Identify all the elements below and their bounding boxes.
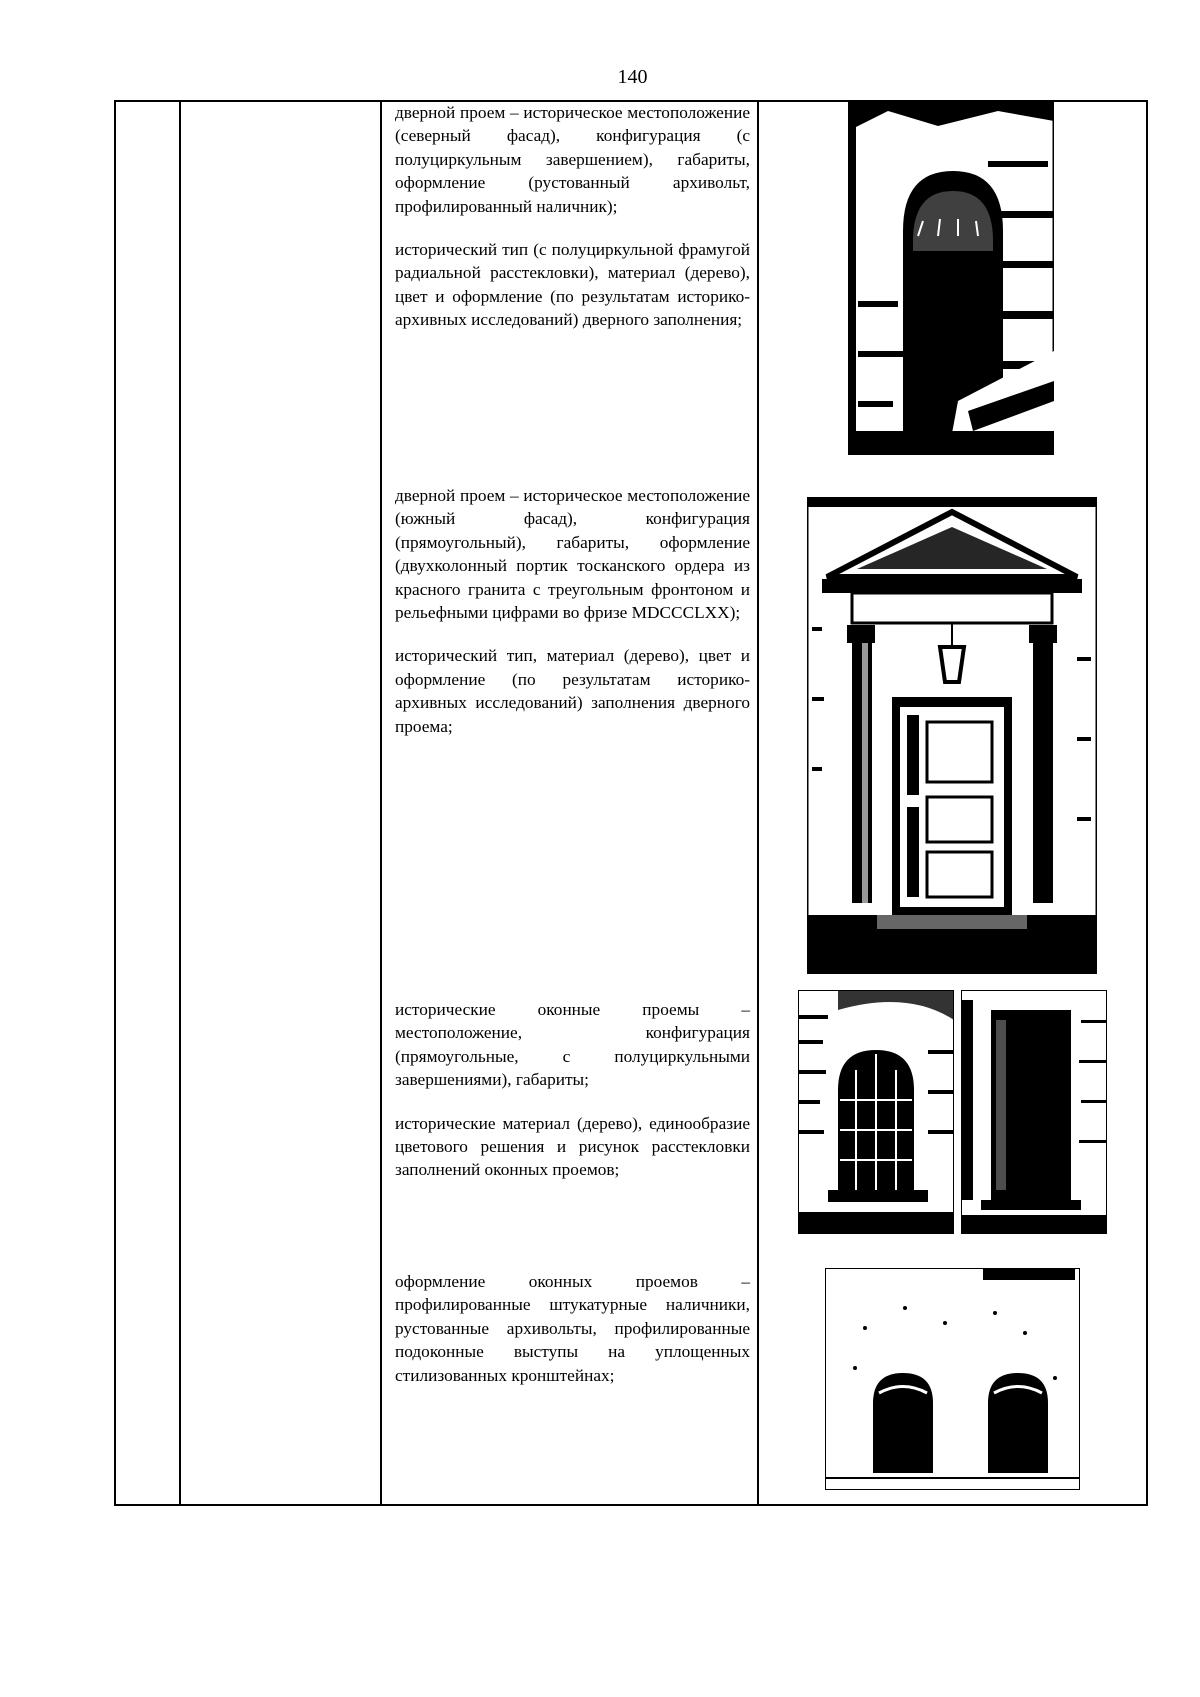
feature-paragraph: исторический тип, материал (дерево), цвет и оформление (по результатам историко-архивных исследований) заполнения дверного проема; — [395, 646, 750, 736]
feature-paragraph: исторические материал (дерево), единообразие цветового решения и рисунок расстекловки заполнений оконных проемов; — [395, 1113, 750, 1180]
column-border — [114, 100, 116, 1506]
feature-paragraph: дверной проем – историческое местоположение (южный фасад), конфигурация (прямоугольный), габариты, оформление (двухколонный портик тосканского ордера из красного гранита с треугольным фронтоном и рельефными цифрами во фризе MDCCCLXX); — [395, 486, 750, 623]
column-border — [380, 100, 382, 1506]
column-border — [179, 100, 181, 1506]
feature-description — [395, 101, 750, 352]
feature-description — [395, 1270, 750, 1407]
feature-description — [395, 998, 750, 1202]
table-bottom-border — [114, 1504, 1148, 1506]
feature-paragraph: исторический тип (с полуциркульной фрамугой радиальной расстекловки), материал (дерево), цвет и оформление (по результатам историко-архивных исследований) дверного заполнения; — [395, 240, 750, 330]
rectangular-window-photo — [961, 990, 1107, 1234]
arched-window-photo — [798, 990, 954, 1234]
page-number: 140 — [617, 66, 648, 88]
arched-door-photo — [848, 101, 1054, 455]
column-border — [1146, 100, 1148, 1506]
portico-door-photo — [807, 497, 1097, 974]
feature-description — [395, 484, 750, 758]
feature-paragraph: дверной проем – историческое местоположение (северный фасад), конфигурация (с полуциркульным завершением), габариты, оформление (рустованный архивольт, профилированный наличник); — [395, 103, 750, 216]
facade-windows-photo — [825, 1268, 1080, 1490]
column-border — [757, 100, 759, 1506]
feature-paragraph: исторические оконные проемы – местоположение, конфигурация (прямоугольные, с полуциркульными завершениями), габариты; — [395, 1000, 750, 1090]
feature-paragraph: оформление оконных проемов – профилированные штукатурные наличники, рустованные архивольты, профилированные подоконные выступы на уплощенных стилизованных кронштейнах; — [395, 1272, 750, 1385]
